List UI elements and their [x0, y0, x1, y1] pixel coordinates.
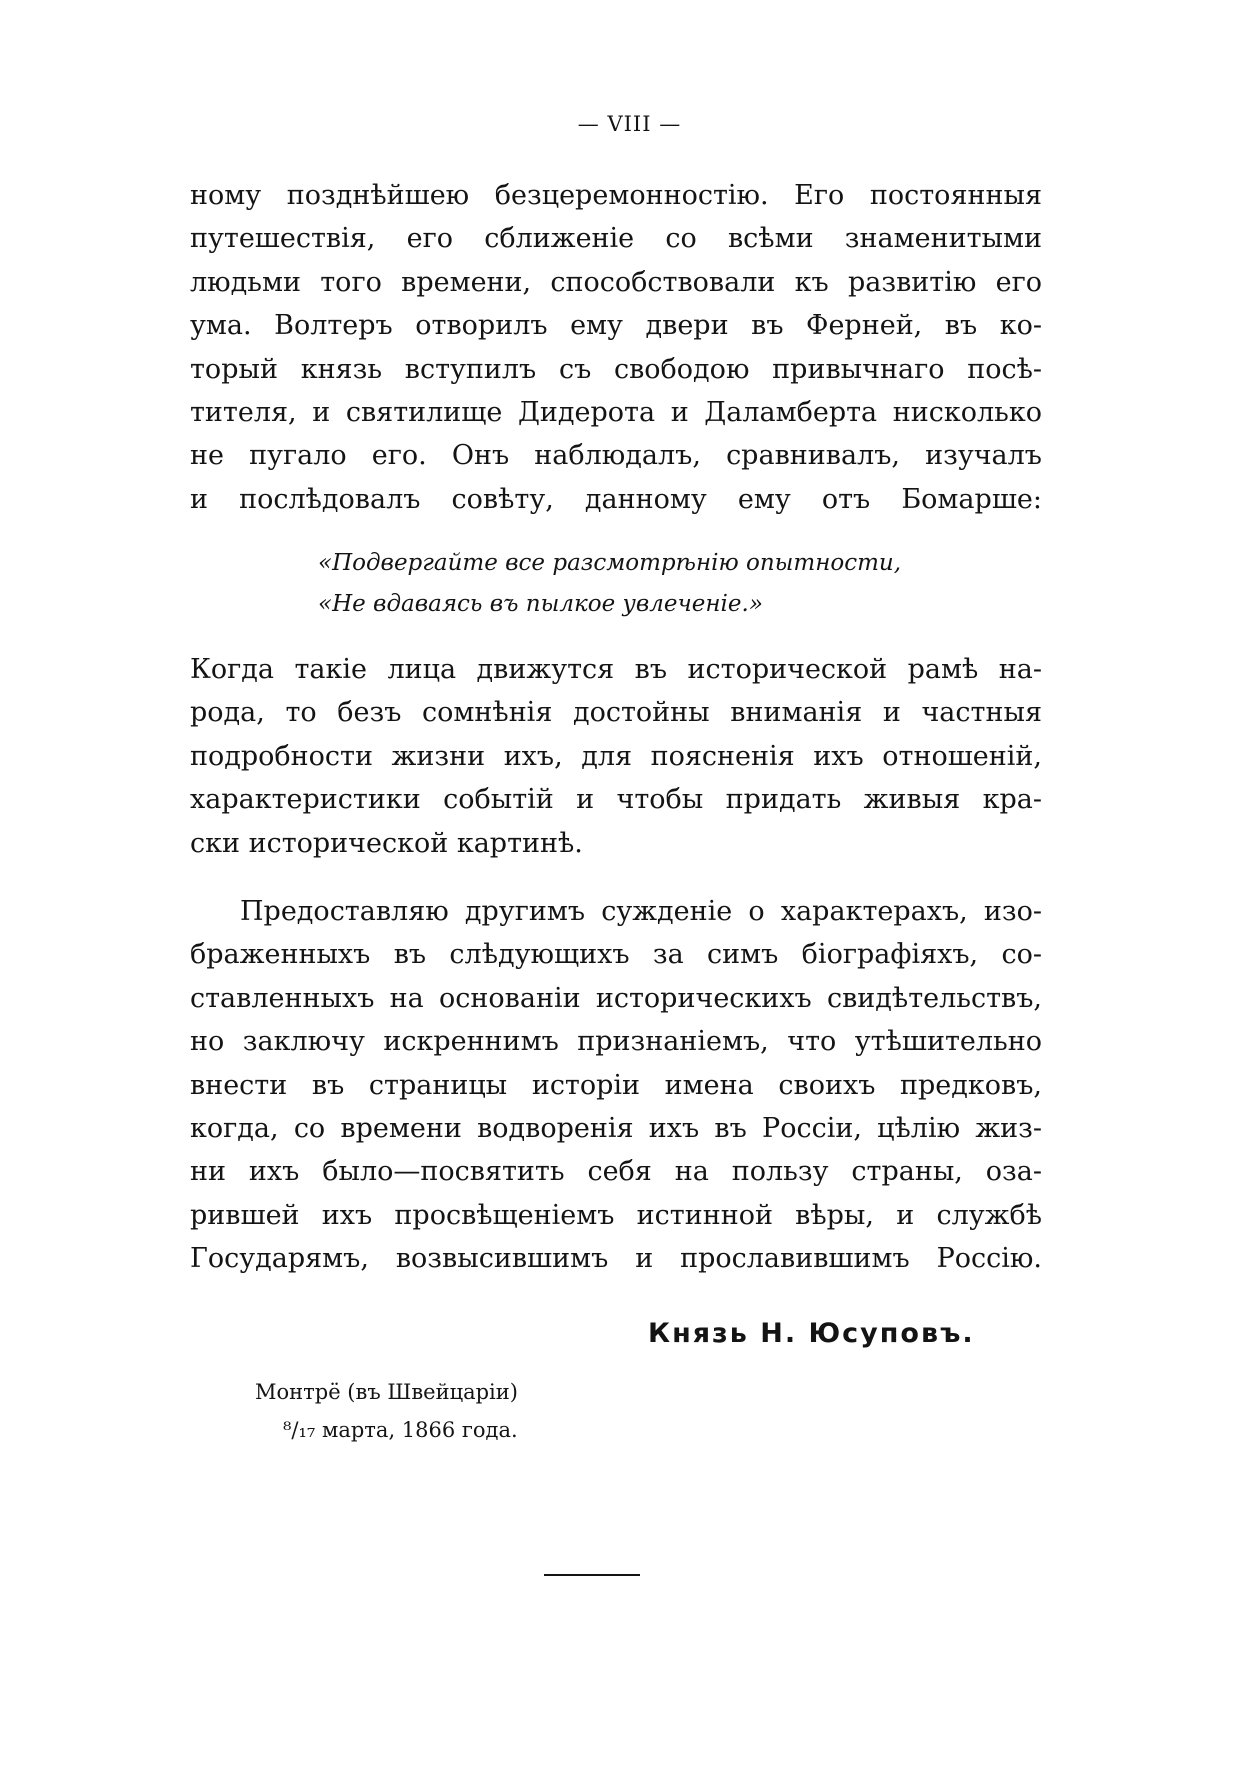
- place-date: [255, 1373, 518, 1449]
- text-line: браженныхъ въ слѣдующихъ за симъ біографіяхъ, со-: [190, 939, 1042, 971]
- page-number: — VIII —: [577, 112, 682, 136]
- text-line: ни ихъ было—посвятить себя на пользу страны, оза-: [190, 1156, 1042, 1188]
- paragraph-ancestors: [190, 890, 1042, 1281]
- text-line: характеристики событій и чтобы придать живыя кра-: [190, 784, 1042, 816]
- text-line: рившей ихъ просвѣщеніемъ истинной вѣры, и службѣ: [190, 1199, 1042, 1231]
- text-line: торый князь вступилъ съ свободою привычнаго посѣ-: [190, 353, 1042, 385]
- text-line: не пугало его. Онъ наблюдалъ, сравнивалъ, изучалъ: [190, 440, 1042, 472]
- paragraph-historical-figures: [190, 648, 1042, 865]
- text-line: внести въ страницы исторіи имена своихъ предковъ,: [190, 1069, 1042, 1101]
- place-line: Монтрё (въ Швейцаріи): [255, 1380, 518, 1404]
- text-line: ума. Волтеръ отворилъ ему двери въ Ферней, въ ко-: [190, 310, 1042, 342]
- text-line: людьми того времени, способствовали къ развитію его: [190, 266, 1042, 298]
- date-line: ⁸/₁₇ марта, 1866 года.: [283, 1418, 518, 1442]
- text-line: когда, со времени водворенія ихъ въ Россіи, цѣлію жиз-: [190, 1112, 1042, 1144]
- beaumarchais-quote: [318, 543, 901, 625]
- text-line: Государямъ, возвысившимъ и прославившимъ Россію.: [190, 1243, 1042, 1275]
- paragraph-voltaire: [190, 174, 1042, 521]
- author-signature: Князь Н. Юсуповъ.: [648, 1318, 975, 1349]
- text-line: но заключу искреннимъ признаніемъ, что утѣшительно: [190, 1026, 1042, 1058]
- text-line: и послѣдовалъ совѣту, данному ему отъ Бомарше:: [190, 483, 1042, 515]
- text-line: путешествія, его сближеніе со всѣми знаменитыми: [190, 223, 1042, 255]
- text-line: Когда такіе лица движутся въ исторической рамѣ на-: [190, 654, 1042, 685]
- text-line: ному позднѣйшею безцеремонностію. Его постоянныя: [190, 180, 1042, 211]
- text-line: подробности жизни ихъ, для поясненія ихъ отношеній,: [190, 740, 1042, 772]
- quote-line: «Подвергайте все разсмотрѣнію опытности,: [318, 550, 902, 576]
- end-rule: [544, 1574, 640, 1576]
- text-line: Предоставляю другимъ сужденіе о характерахъ, изо-: [240, 896, 1042, 927]
- text-line: ставленныхъ на основаніи историческихъ свидѣтельствъ,: [190, 982, 1042, 1014]
- text-line: ски исторической картинѣ.: [190, 827, 583, 859]
- text-line: тителя, и святилище Дидерота и Даламберта нисколько: [190, 396, 1042, 428]
- text-line: рода, то безъ сомнѣнія достойны вниманія и частныя: [190, 697, 1042, 729]
- quote-line: «Не вдаваясь въ пылкое увлеченіе.»: [318, 591, 763, 617]
